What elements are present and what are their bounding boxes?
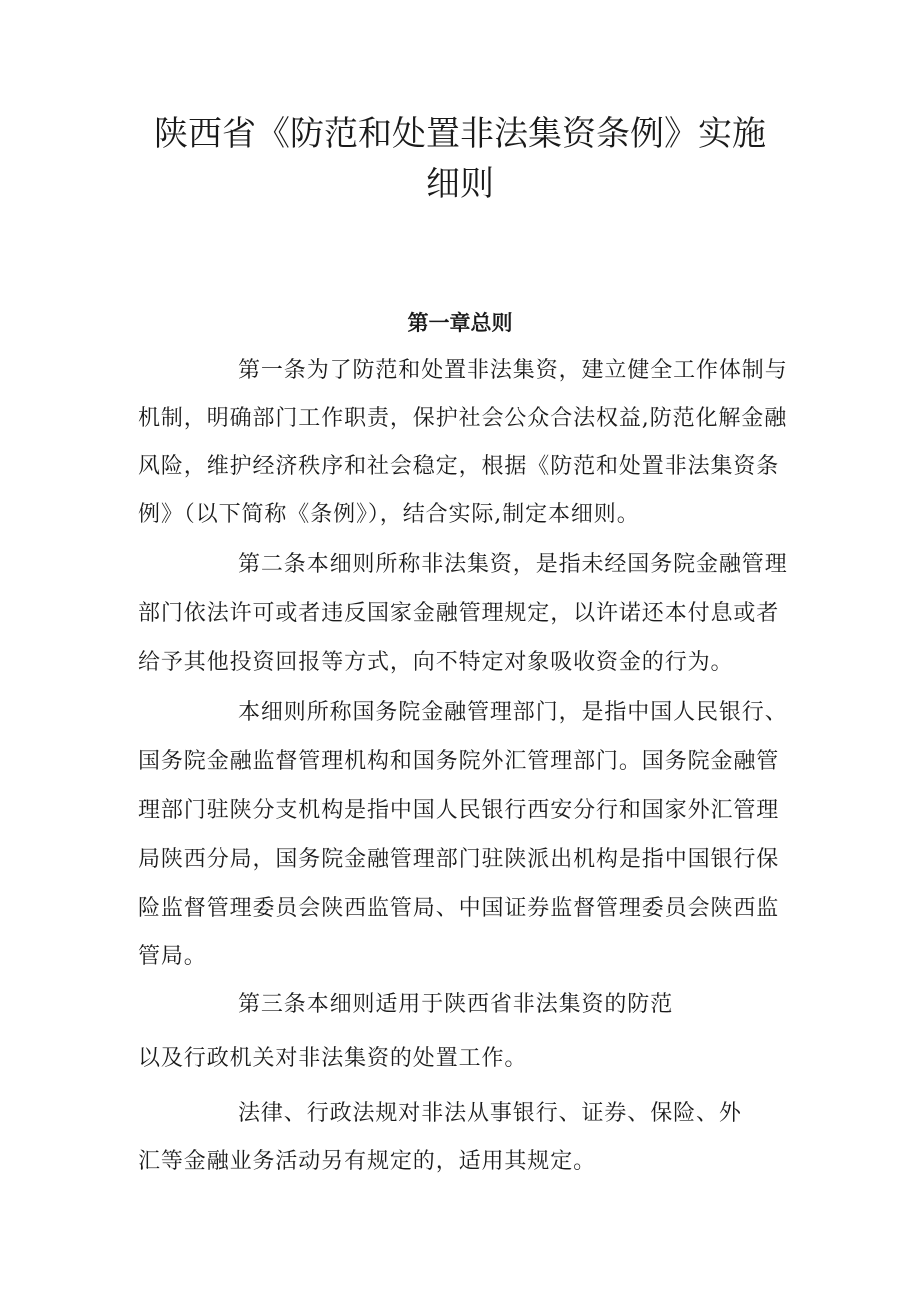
article-2-para-2-line-2: 国务院金融监督管理机构和国务院外汇管理部门。国务院金融管: [138, 749, 780, 774]
article-1-line-2: 机制，明确部门工作职责，保护社会公众合法权益,防范化解金融: [138, 406, 788, 431]
article-2-para-2-line-4: 局陕西分局，国务院金融管理部门驻陕派出机构是指中国银行保: [138, 847, 780, 872]
article-2-line-1: 第二条本细则所称非法集资，是指未经国务院金融管理: [238, 552, 788, 577]
article-2-para-2-line-1: 本细则所称国务院金融管理部门，是指中国人民银行、: [238, 700, 788, 725]
document-title-line-1: 陕西省《防范和处置非法集资条例》实施: [154, 114, 766, 154]
article-1-line-1: 第一条为了防范和处置非法集资，建立健全工作体制与: [238, 358, 788, 383]
article-2-para-2-line-6: 管局。: [138, 944, 207, 969]
article-1-line-3: 风险，维护经济秩序和社会稳定，根据《防范和处置非法集资条: [138, 454, 780, 479]
article-3-line-1: 第三条本细则适用于陕西省非法集资的防范: [238, 992, 674, 1017]
article-3-line-2: 以及行政机关对非法集资的处置工作。: [138, 1046, 528, 1071]
article-1-line-4: 例》（以下简称《条例》），结合实际,制定本细则。: [138, 502, 640, 527]
article-2-para-2-line-3: 理部门驻陕分支机构是指中国人民银行西安分行和国家外汇管理: [138, 798, 780, 823]
article-2-line-2: 部门依法许可或者违反国家金融管理规定，以许诺还本付息或者: [138, 601, 780, 626]
article-2-line-3: 给予其他投资回报等方式，向不特定对象吸收资金的行为。: [138, 650, 734, 675]
document-title-line-2: 细则: [426, 164, 494, 204]
article-3-para-2-line-1: 法律、行政法规对非法从事银行、证券、保险、外: [238, 1101, 742, 1126]
article-2-para-2-line-5: 险监督管理委员会陕西监管局、中国证券监督管理委员会陕西监: [138, 896, 780, 921]
chapter-heading: 第一章总则: [407, 311, 513, 335]
article-3-para-2-line-2: 汇等金融业务活动另有规定的，适用其规定。: [138, 1149, 597, 1174]
